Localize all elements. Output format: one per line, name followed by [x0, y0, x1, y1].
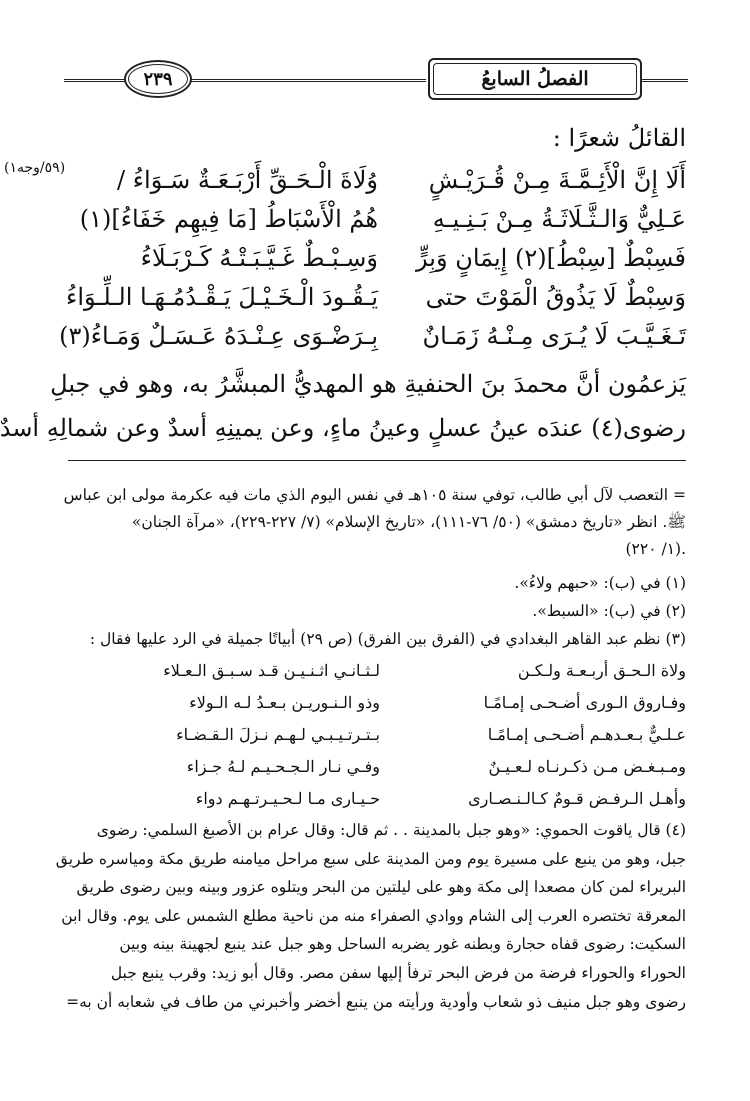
verse-second-hemistich: وَسِـبْـطٌ غَـيَّـبَـتْـهُ كَـرْبَـلَاءُ: [140, 244, 378, 272]
verse-first-hemistich: فَسِبْطٌ [سِبْطُ](٢) إِيمَانٍ وَبِرٍّ: [416, 244, 686, 272]
fn-verse-second: لـثـانـي اثـنـيـن قـد سـبـق الـعـلاء: [163, 661, 380, 680]
fn-verse-second: وفـي نـار الـجـحـيـم لـهُ جـزاء: [186, 757, 380, 776]
margin-reference: (٥٩/وجه١): [4, 160, 66, 176]
footnote-divider: [68, 460, 686, 461]
footnote-continuation-line: = التعصب لآل أبي طالب، توفي سنة ١٠٥هـ في نفس اليوم الذي مات فيه عكرمة مولى ابن عباس: [63, 486, 686, 504]
intro-line: القائلُ شعرًا :: [552, 124, 686, 152]
fn-verse-first: وأهـل الـرفـض قـومٌ كـالـنـصـارى: [468, 789, 686, 808]
body-paragraph-line: يَزعمُون أنَّ محمدَ بنَ الحنفيةِ هو المهديُّ المبشَّرُ به، وهو في جبلِ: [50, 370, 686, 398]
footnote-4: [55, 816, 686, 1016]
chapter-title: الفصلُ السابعُ: [428, 58, 642, 100]
header-rule-left: [64, 79, 126, 82]
header-rule-right: [640, 79, 688, 82]
fn-verse-first: وفـاروق الـورى أضـحـى إمـامًـا: [483, 693, 686, 712]
footnote-4-line: المعرقة تختصره العرب إلى الشام ووادي الصفراء منه من ناحية مطلع الشمس على يوم. وقال ابن: [61, 906, 686, 925]
verse-second-hemistich: هُمُ الْأَسْبَاطُ [مَا فِيهِم خَفَاءُ](١): [79, 205, 378, 233]
footnote-continuation-line: (١/ ٢٢٠).: [625, 540, 686, 558]
page-number: ٢٣٩: [124, 60, 192, 98]
footnote-4-line: السكيت: رضوى قفاه حجارة وبطنه غور يضربه الساحل وهو جبل عند ينبع لجهينة بينه وبين: [119, 935, 686, 954]
footnote-4-line: البريراء لمن كان مصعدا إلى مكة وهو على ليلتين من البحر ويتلوه عزور وبينه وبين رضوى طريق: [76, 878, 686, 897]
body-paragraph-line: رضوى(٤) عندَه عينُ عسلٍ وعينُ ماءٍ، وعن يمينِهِ أسدٌ وعن شمالِهِ أسدٌ: [0, 414, 686, 442]
verse-second-hemistich: بِـرَضْـوَى عِـنْـدَهُ عَـسَـلٌ وَمَـاءُ(٣): [59, 322, 378, 350]
footnote-4-line: الحوراء والحوراء فرضة من فرض البحر ترفأ إليها سفن مصر. وقال أبو زيد: وقرب ينبع جبل: [110, 963, 686, 982]
verse-first-hemistich: عَـلِيٌّ وَالـثَّـلَاثَـةُ مِـنْ بَـنِـيـهِ: [432, 205, 686, 233]
verse-second-hemistich: وُلَاةَ الْـحَـقِّ أَرْبَـعَـةٌ سَـوَاءُ /: [117, 166, 378, 194]
footnote-continuation-line: ﷺ. انظر «تاريخ دمشق» (٥٠/ ٧٦-١١١)، «تاريخ الإسلام» (٧/ ٢٢٧-٢٢٩)، «مرآة الجنان»: [131, 513, 686, 531]
fn-verse-second: حـيـارى مـا لـحـيـرتـهـم دواء: [195, 789, 380, 808]
verse-first-hemistich: أَلَا إِنَّ الْأَئِـمَّـةَ مِـنْ قُـرَيْـشٍ: [428, 166, 686, 194]
verse-second-hemistich: يَـقُـودَ الْـخَـيْـلَ يَـقْـدُمُـهَـا الـلِّـوَاءُ: [66, 283, 378, 311]
fn-verse-second: وذو الـنـوريـن بـعـدُ لـه الـولاء: [189, 693, 380, 712]
footnote-3: (٣) نظم عبد القاهر البغدادي في (الفرق بين الفرق) (ص ٢٩) أبياتًا جميلة في الرد عليها فقال :: [89, 630, 686, 648]
footnote-4-line: (٤) قال ياقوت الحموي: «وهو جبل بالمدينة . . ثم قال: وقال عرام بن الأصبغ السلمي: رضوى: [96, 821, 686, 839]
footnote-4-line: جبل، وهو من ينبع على مسيرة يوم ومن المدينة على سبع مراحل ميامنه طريق مكة ومياسره طريق: [55, 849, 686, 868]
footnote-2: (٢) في (ب): «السبط».: [532, 602, 686, 620]
fn-verse-second: بـتـرتـيـبـي لـهـم نـزلَ الـقـضـاء: [176, 725, 380, 744]
fn-verse-first: ومـبـغـض مـن ذكـرنـاه لـعـيـنٌ: [488, 757, 686, 776]
verse-first-hemistich: تَـغَـيَّـبَ لَا يُـرَى مِـنْـهُ زَمَـانٌ: [422, 322, 686, 350]
fn-verse-first: ولاة الـحـق أربـعـة ولـكـن: [517, 661, 686, 680]
header-rule-middle: [190, 79, 426, 82]
verse-first-hemistich: وَسِبْطٌ لَا يَذُوقُ الْمَوْتَ حتى: [425, 283, 686, 311]
fn-verse-first: عـلـيٌّ بـعـدهـم أضـحـى إمـامًـا: [487, 725, 686, 744]
footnote-4-line: رضوى وهو جبل منيف ذو شعاب وأودية ورأيته من ينبع أخضر وأخبرني من طاف في شعابه أن به=: [66, 992, 686, 1011]
footnote-1: (١) في (ب): «حبهم ولاءُ».: [514, 574, 686, 592]
